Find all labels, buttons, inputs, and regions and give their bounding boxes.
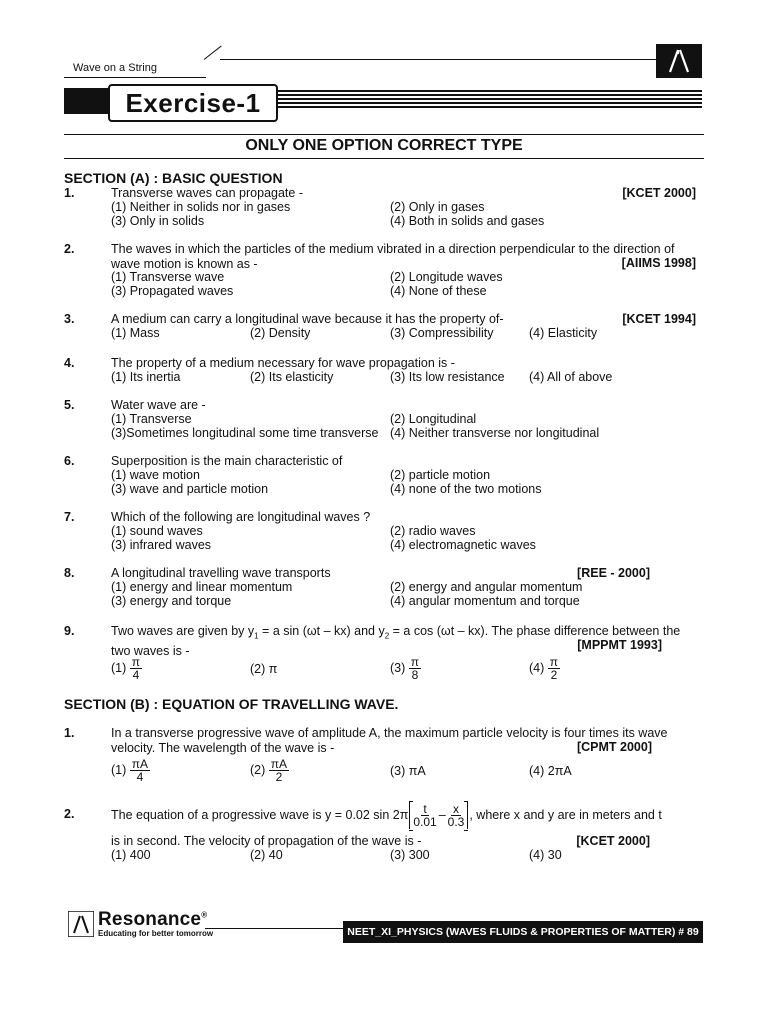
section-a-heading: SECTION (A) : BASIC QUESTION	[64, 170, 283, 186]
question-reference: [AIIMS 1998]	[621, 256, 696, 270]
question-text: A longitudinal travelling wave transports	[111, 566, 331, 580]
option-4: (4) angular momentum and torque	[390, 594, 580, 608]
option-4: (4) None of these	[390, 284, 487, 298]
question-text: Which of the following are longitudinal waves ?	[111, 510, 371, 524]
question-number: 2.	[64, 242, 75, 256]
option-3: (3) 300	[390, 848, 430, 862]
title-rule-bottom	[64, 158, 704, 159]
option-4: (4) All of above	[529, 370, 613, 384]
option-3: (3) infrared waves	[111, 538, 212, 552]
option-4: (4) electromagnetic waves	[390, 538, 536, 552]
option-4: (4) Neither transverse nor longitudinal	[390, 426, 600, 440]
question-a9	[64, 624, 704, 688]
option-3: (3) wave and particle motion	[111, 482, 269, 496]
footer-divider	[205, 928, 345, 929]
question-text-line1: The waves in which the particles of the medium vibrated in a direction perpendicular to the direction of	[111, 242, 675, 256]
brand-tagline: Educating for better tomorrow	[98, 929, 214, 938]
option-1: (1) $\frac{\pi A}{4}$	[111, 757, 149, 784]
question-number: 6.	[64, 454, 75, 468]
registered-mark: ®	[201, 910, 208, 920]
header-divider	[64, 77, 206, 78]
option-3: (3)Sometimes longitudinal some time transverse	[111, 426, 379, 440]
option-2: (2) energy and angular momentum	[390, 580, 583, 594]
option-2: (2) $\frac{\pi A}{2}$	[250, 757, 288, 784]
exercise-bar	[64, 88, 108, 114]
question-text: A medium can carry a longitudinal wave because it has the property of-	[111, 312, 504, 326]
option-4: (4) none of the two motions	[390, 482, 542, 496]
topic-label: Wave on a String	[73, 62, 157, 74]
option-1: (1) Transverse wave	[111, 270, 225, 284]
option-1: (1) 400	[111, 848, 151, 862]
resonance-emblem-icon	[656, 44, 702, 78]
option-4: (4) 2πA	[529, 764, 572, 778]
option-1: (1) Transverse	[111, 412, 192, 426]
option-2: (2) Density	[250, 326, 311, 340]
question-reference: [MPPMT 1993]	[577, 638, 662, 652]
exercise-title: Exercise-1	[108, 84, 278, 122]
question-number: 8.	[64, 566, 75, 580]
option-3: (3) πA	[390, 764, 426, 778]
header-divider-top	[220, 59, 656, 60]
question-reference: [KCET 2000]	[576, 834, 650, 848]
option-3: (3) Its low resistance	[390, 370, 505, 384]
question-text: Water wave are -	[111, 398, 206, 412]
title-rule-top	[64, 134, 704, 135]
option-1: (1) $\frac{\pi}{4}$	[111, 655, 141, 682]
question-number: 5.	[64, 398, 75, 412]
option-2: (2) Longitude waves	[390, 270, 503, 284]
question-number: 7.	[64, 510, 75, 524]
question-text-line1: In a transverse progressive wave of amplitude A, the maximum particle velocity is four times its wave	[111, 726, 668, 740]
option-1: (1) wave motion	[111, 468, 200, 482]
bracket-expression: $\frac{t}{0.01}$ – $\frac{x}{0.3}$	[409, 801, 468, 829]
question-number: 3.	[64, 312, 75, 326]
question-text-line2: two waves is -	[111, 644, 190, 658]
option-1: (1) Mass	[111, 326, 160, 340]
option-1: (1) energy and linear momentum	[111, 580, 293, 594]
option-2: (2) Only in gases	[390, 200, 485, 214]
option-4: (4) 30	[529, 848, 562, 862]
header-divider-slant	[204, 46, 222, 60]
option-3: (3) Propagated waves	[111, 284, 234, 298]
option-4: (4) $\frac{\pi}{2}$	[529, 655, 559, 682]
question-reference: [CPMT 2000]	[576, 740, 652, 754]
option-3: (3) energy and torque	[111, 594, 232, 608]
option-3: (3) $\frac{\pi}{8}$	[390, 655, 420, 682]
option-3: (3) Only in solids	[111, 214, 205, 228]
option-2: (2) particle motion	[390, 468, 491, 482]
page-title: ONLY ONE OPTION CORRECT TYPE	[245, 137, 523, 154]
option-4: (4) Elasticity	[529, 326, 598, 340]
exercise-lines	[276, 90, 702, 114]
question-reference: [REE - 2000]	[577, 566, 650, 580]
question-number: 2.	[64, 807, 75, 821]
question-number: 4.	[64, 356, 75, 370]
option-1: (1) Neither in solids nor in gases	[111, 200, 291, 214]
option-1: (1) sound waves	[111, 524, 203, 538]
resonance-logo-icon	[68, 911, 94, 937]
question-number: 9.	[64, 624, 75, 638]
question-text-line1: The equation of a progressive wave is y = 0.02 sin 2π $\frac{t}{0.01}$ – $\frac{x}{0.3}$ , where x and y are in meters and t	[111, 800, 702, 830]
option-2: (2) Longitudinal	[390, 412, 477, 426]
option-2: (2) 40	[250, 848, 283, 862]
question-text: The property of a medium necessary for wave propagation is -	[111, 356, 455, 370]
question-text: Superposition is the main characteristic of	[111, 454, 343, 468]
question-text-line2: wave motion is known as -	[111, 256, 258, 271]
question-number: 1.	[64, 726, 75, 740]
option-1: (1) Its inertia	[111, 370, 181, 384]
question-text-line2: is in second. The velocity of propagation of the wave is -	[111, 834, 422, 848]
page-info-bar: NEET_XI_PHYSICS (WAVES FLUIDS & PROPERTIES OF MATTER) # 89	[343, 921, 703, 943]
question-reference: [KCET 1994]	[622, 312, 696, 326]
question-text-line1: Two waves are given by $y_1 = a$ sin (ωt – kx) and $y_2 = a$ cos (ωt – kx). The phase difference between the	[111, 624, 681, 641]
section-b-heading: SECTION (B) : EQUATION OF TRAVELLING WAVE.	[64, 696, 399, 712]
resonance-logo	[68, 910, 213, 938]
option-2: (2) π	[250, 662, 278, 676]
question-text: Transverse waves can propagate -	[111, 186, 303, 200]
brand-name: Resonance	[98, 909, 202, 930]
question-text-line2: velocity. The wavelength of the wave is -	[111, 740, 335, 755]
option-2: (2) Its elasticity	[250, 370, 334, 384]
option-4: (4) Both in solids and gases	[390, 214, 545, 228]
question-reference: [KCET 2000]	[622, 186, 696, 200]
question-number: 1.	[64, 186, 75, 200]
option-3: (3) Compressibility	[390, 326, 494, 340]
option-2: (2) radio waves	[390, 524, 476, 538]
